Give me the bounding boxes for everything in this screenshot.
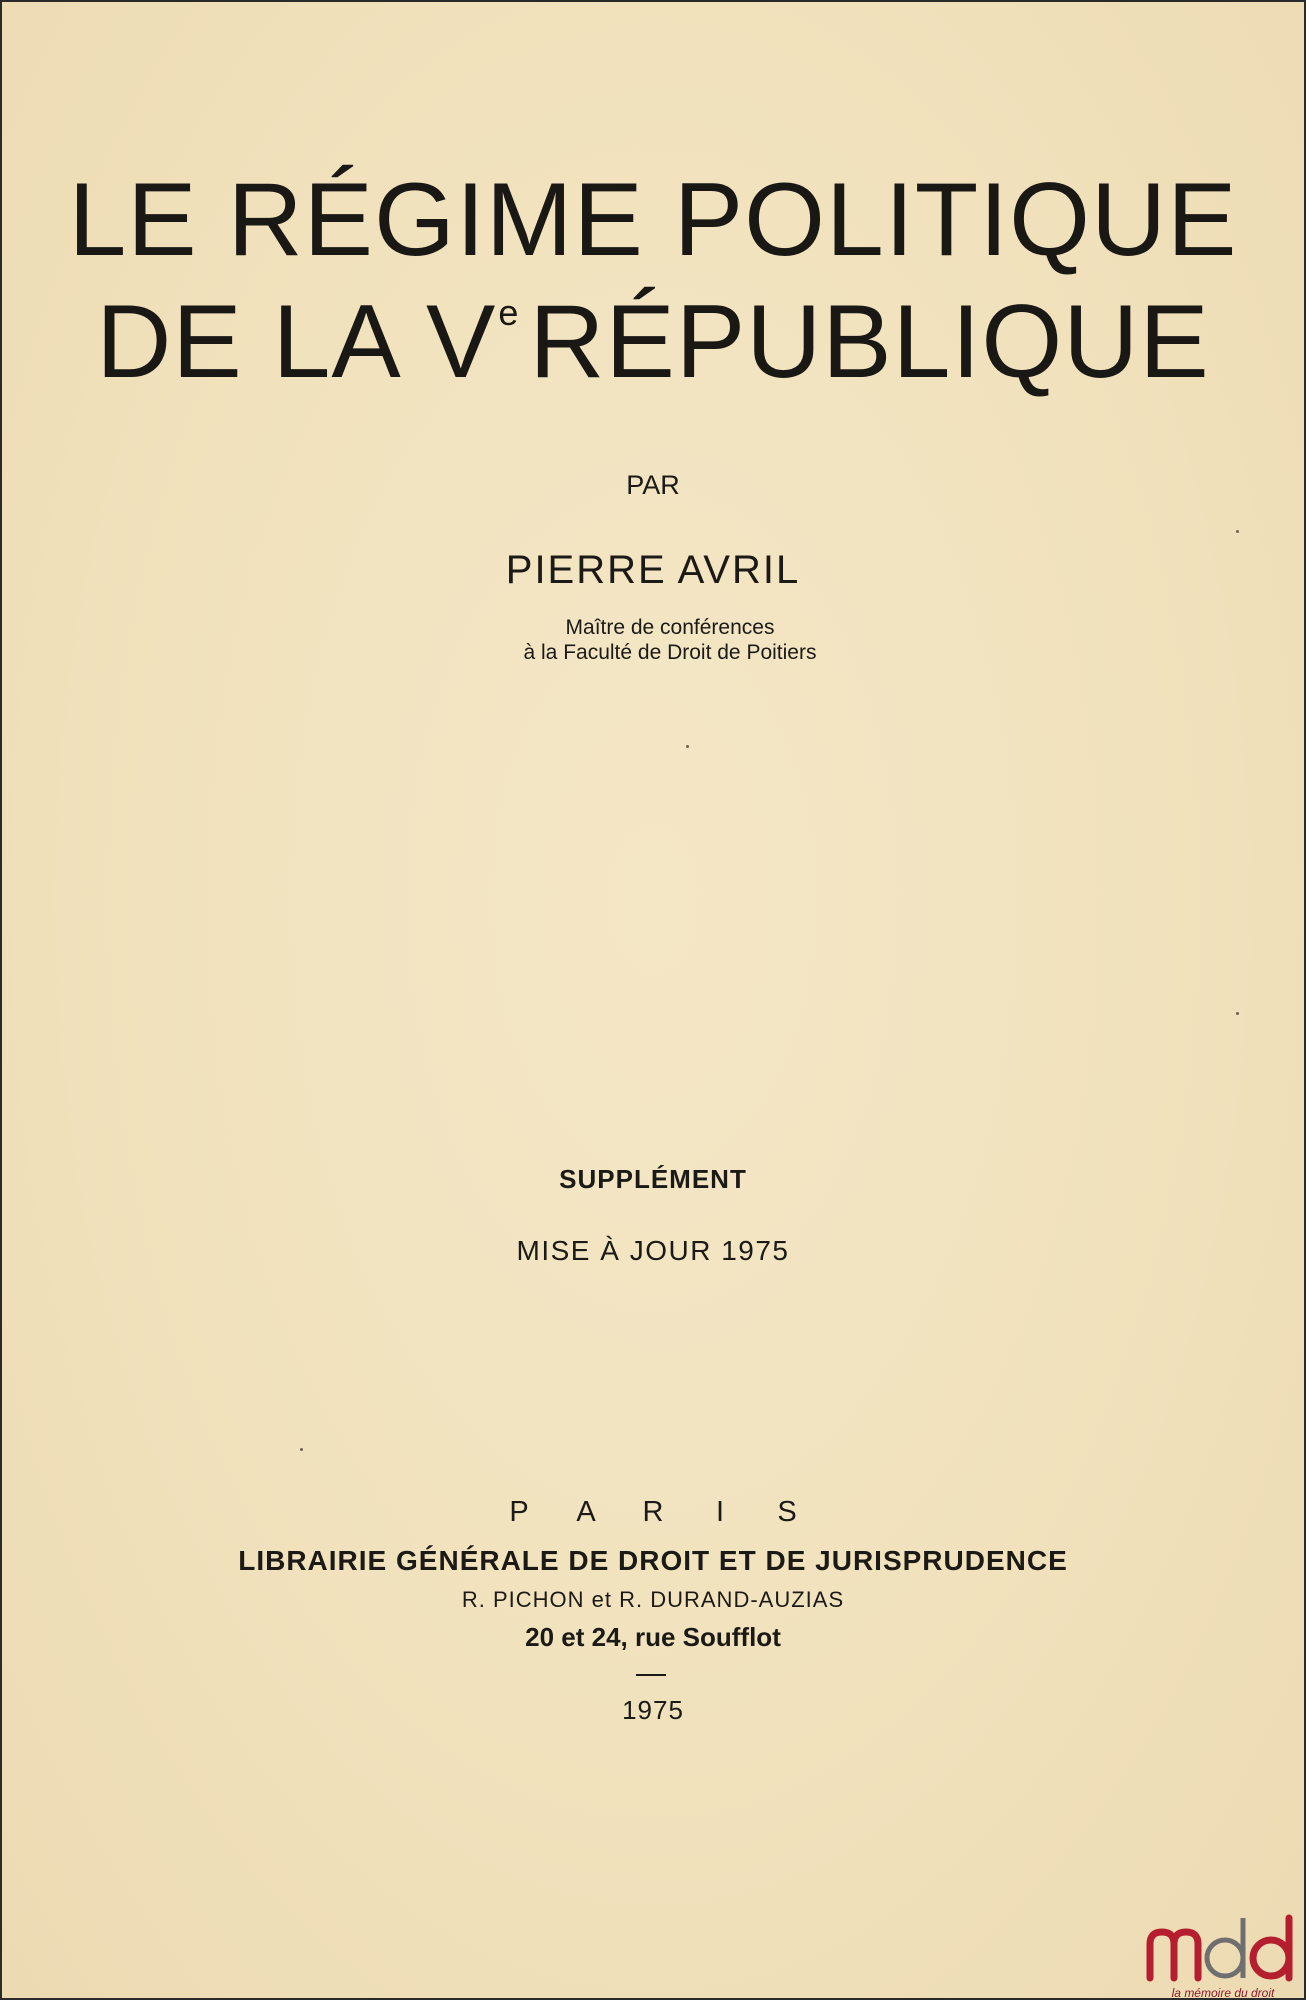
author-affiliation-line-2: à la Faculté de Droit de Poitiers: [523, 641, 817, 664]
city-letter: I: [715, 1496, 725, 1528]
publication-city: [0, 1496, 1306, 1529]
by-label: PAR: [626, 470, 680, 500]
city-letter: S: [777, 1496, 797, 1528]
logo-caption: la mémoire du droit: [1171, 1986, 1275, 2000]
title-line-1: LE RÉGIME POLITIQUE: [68, 162, 1238, 278]
city-letter: A: [576, 1496, 596, 1528]
publisher-name: LIBRAIRIE GÉNÉRALE DE DROIT ET DE JURISPRUDENCE: [238, 1545, 1068, 1576]
paper-speck: [300, 1448, 303, 1451]
author-affiliation-line-1: Maître de conférences: [565, 616, 775, 639]
title-line-2-prefix: DE LA V: [96, 284, 497, 400]
city-letter: P: [509, 1496, 529, 1528]
publisher-address: 20 et 24, rue Soufflot: [525, 1622, 781, 1652]
paper-speck: [1236, 1012, 1239, 1015]
title-line-2-suffix: RÉPUBLIQUE: [529, 284, 1210, 400]
publisher-editors: R. PICHON et R. DURAND-AUZIAS: [461, 1587, 845, 1612]
separator-dash: [636, 1674, 666, 1676]
city-letter: R: [642, 1496, 664, 1528]
update-label: MISE À JOUR 1975: [516, 1235, 790, 1266]
supplement-label: SUPPLÉMENT: [559, 1164, 747, 1194]
publication-year: 1975: [622, 1695, 684, 1725]
author-name: PIERRE AVRIL: [505, 548, 801, 592]
title-superscript: e: [498, 292, 520, 333]
paper-speck: [1236, 530, 1239, 533]
mdd-logo: [1140, 1878, 1306, 2000]
paper-speck: [686, 745, 689, 748]
title-line-2: [0, 284, 1306, 400]
